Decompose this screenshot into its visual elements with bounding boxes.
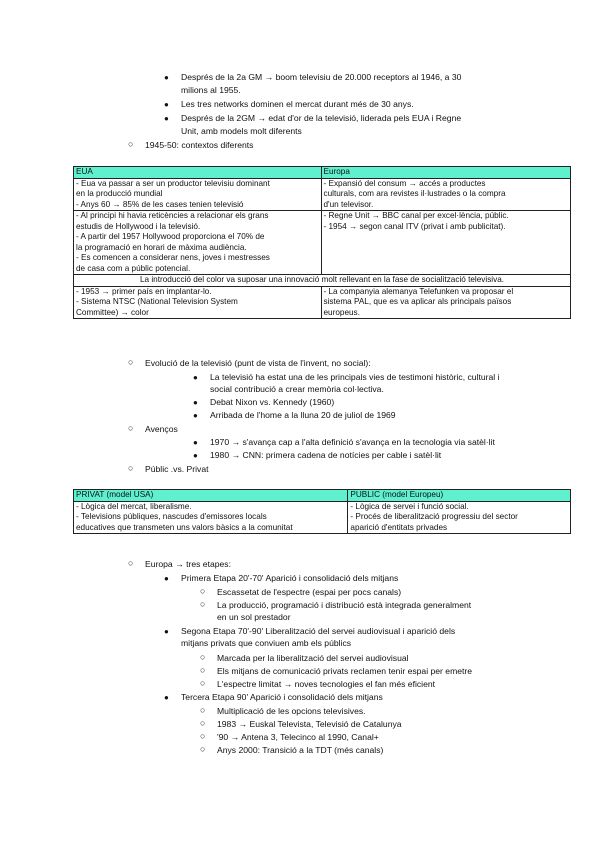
bullet-text: Després de la 2a GM → boom televisiu de 20.000 receptors al 1946, a 30: [181, 72, 462, 82]
bullet-text: Multiplicació de les opcions televisives.: [217, 706, 366, 716]
stage-title: Primera Etapa 20'-70' Aparició i consolidació dels mitjans: [181, 573, 399, 583]
table-cell: - Lògica del mercat, liberalisme. - Televisions públiques, nascudes d'emissores locals educatives que transmeten uns valors bàsics a la comunitat: [74, 501, 348, 534]
bullet-text: Arribada de l'home a la lluna 20 de juliol de 1969: [210, 410, 396, 420]
circle-bullet-icon: ○: [200, 718, 206, 728]
circle-bullet-icon: ○: [128, 357, 134, 367]
bullet-icon: ●: [193, 411, 198, 420]
table-cell: - Regne Unit → BBC canal per excel·lència, públic. - 1954 → segon canal ITV (privat i amb publicitat).: [321, 211, 571, 275]
bullet-icon: ●: [164, 574, 169, 583]
circle-bullet-icon: ○: [128, 139, 134, 149]
bullet-text: 1983 → Euskal Televista, Televisió de Catalunya: [217, 719, 402, 729]
section-heading: Avenços: [145, 424, 178, 434]
bullet-text: Després de la 2GM → edat d'or de la televisió, liderada pels EUA i Regne: [181, 113, 462, 123]
stage-title: mitjans privats que conviuen amb els públics: [181, 638, 352, 648]
bullet-text: Marcada per la liberalització del servei audiovisual: [217, 653, 409, 663]
bullet-text: La producció, programació i distribució està integrada generalment: [217, 600, 472, 610]
table-header-public: PUBLIC (model Europeu): [348, 490, 571, 502]
bullet-text: social contribució a crear memòria col·lectiva.: [210, 384, 384, 394]
bullet-icon: ●: [193, 451, 198, 460]
table-cell: - Lògica de servei i funció social. - Procés de liberalització progressiu del sector aparició d'entitats privades: [348, 501, 571, 534]
circle-bullet-icon: ○: [128, 463, 134, 473]
circle-bullet-icon: ○: [200, 705, 206, 715]
table-header-privat: PRIVAT (model USA): [74, 490, 348, 502]
bullet-icon: ●: [164, 693, 169, 702]
table-cell: - 1953 → primer país en implantar-lo. - Sistema NTSC (National Television System Committee) → color: [74, 286, 322, 319]
circle-bullet-icon: ○: [200, 744, 206, 754]
bullet-icon: ●: [164, 114, 169, 123]
stage-title: Segona Etapa 70'-90' Liberalització del servei audiovisual i aparició dels: [181, 626, 456, 636]
circle-bullet-icon: ○: [200, 586, 206, 596]
bullet-text: Escassetat de l'espectre (espai per pocs canals): [217, 587, 402, 597]
stage-title: Tercera Etapa 90' Aparició i consolidació dels mitjans: [181, 692, 383, 702]
table-row: [74, 211, 571, 275]
table-cell: - La companyia alemanya Telefunken va proposar el sistema PAL, que es va aplicar als principals països europeus.: [321, 286, 571, 319]
table-cell: - Eua va passar a ser un productor televisiu dominant en la producció mundial - Anys 60 → 85% de les cases tenien televisió: [74, 178, 322, 211]
section-heading: Públic .vs. Privat: [145, 464, 209, 474]
bullet-text: milions al 1955.: [181, 85, 241, 95]
bullet-text: L'espectre limitat → noves tecnologies el fan més eficient: [217, 679, 436, 689]
table-row: [74, 501, 571, 534]
bullet-icon: ●: [164, 100, 169, 109]
circle-bullet-icon: ○: [200, 665, 206, 675]
section-heading: 1945-50: contextos diferents: [145, 140, 254, 150]
circle-bullet-icon: ○: [200, 731, 206, 741]
bullet-text: Unit, amb models molt diferents: [181, 126, 302, 136]
circle-bullet-icon: ○: [200, 652, 206, 662]
bullet-text: 1980 → CNN: primera cadena de notícies per cable i satèl·lit: [210, 450, 442, 460]
eua-europa-table: [73, 166, 571, 319]
table-row: [74, 286, 571, 319]
bullet-icon: ●: [164, 73, 169, 82]
bullet-text: La televisió ha estat una de les principals vies de testimoni històric, cultural i: [210, 372, 500, 382]
table-row: [74, 275, 571, 287]
circle-bullet-icon: ○: [128, 558, 134, 568]
circle-bullet-icon: ○: [128, 423, 134, 433]
table-header-eua: EUA: [74, 167, 322, 179]
bullet-icon: ●: [193, 438, 198, 447]
bullet-text: 1970 → s'avança cap a l'alta definició s'avança en la tecnologia via satèl·lit: [210, 437, 495, 447]
bullet-text: Debat Nixon vs. Kennedy (1960): [210, 397, 335, 407]
bullet-icon: ●: [193, 373, 198, 382]
section-heading: Evolució de la televisió (punt de vista de l'invent, no social):: [145, 358, 371, 368]
table-header-europa: Europa: [321, 167, 571, 179]
bullet-text: Anys 2000: Transició a la TDT (més canals): [217, 745, 384, 755]
table-row: [74, 178, 571, 211]
section-heading: Europa → tres etapes:: [145, 559, 231, 569]
privat-public-table: [73, 489, 571, 534]
circle-bullet-icon: ○: [200, 678, 206, 688]
table-cell: - Expansió del consum → accés a productes culturals, com ara revistes il·lustrades o la compra d'un televisor.: [321, 178, 571, 211]
bullet-text: Les tres networks dominen el mercat durant més de 30 anys.: [181, 99, 414, 109]
bullet-text: Els mitjans de comunicació privats reclamen tenir espai per emetre: [217, 666, 473, 676]
bullet-icon: ●: [164, 627, 169, 636]
circle-bullet-icon: ○: [200, 599, 206, 609]
table-cell: - Al principi hi havia reticències a relacionar els grans estudis de Hollywood i la televisió. - A partir del 1957 Hollywood proporciona el 70% de la programació en horari de màxima audiència. - Es comencen a considerar nens, joves i mestresses de casa com a públic potencial.: [74, 211, 322, 275]
table-span-cell: La introducció del color va suposar una innovació molt rellevant en la fase de socialització televisiva.: [74, 275, 571, 287]
bullet-text: en un sol prestador: [217, 612, 291, 622]
bullet-text: '90 → Antena 3, Telecinco al 1990, Canal+: [217, 732, 379, 742]
bullet-icon: ●: [193, 398, 198, 407]
